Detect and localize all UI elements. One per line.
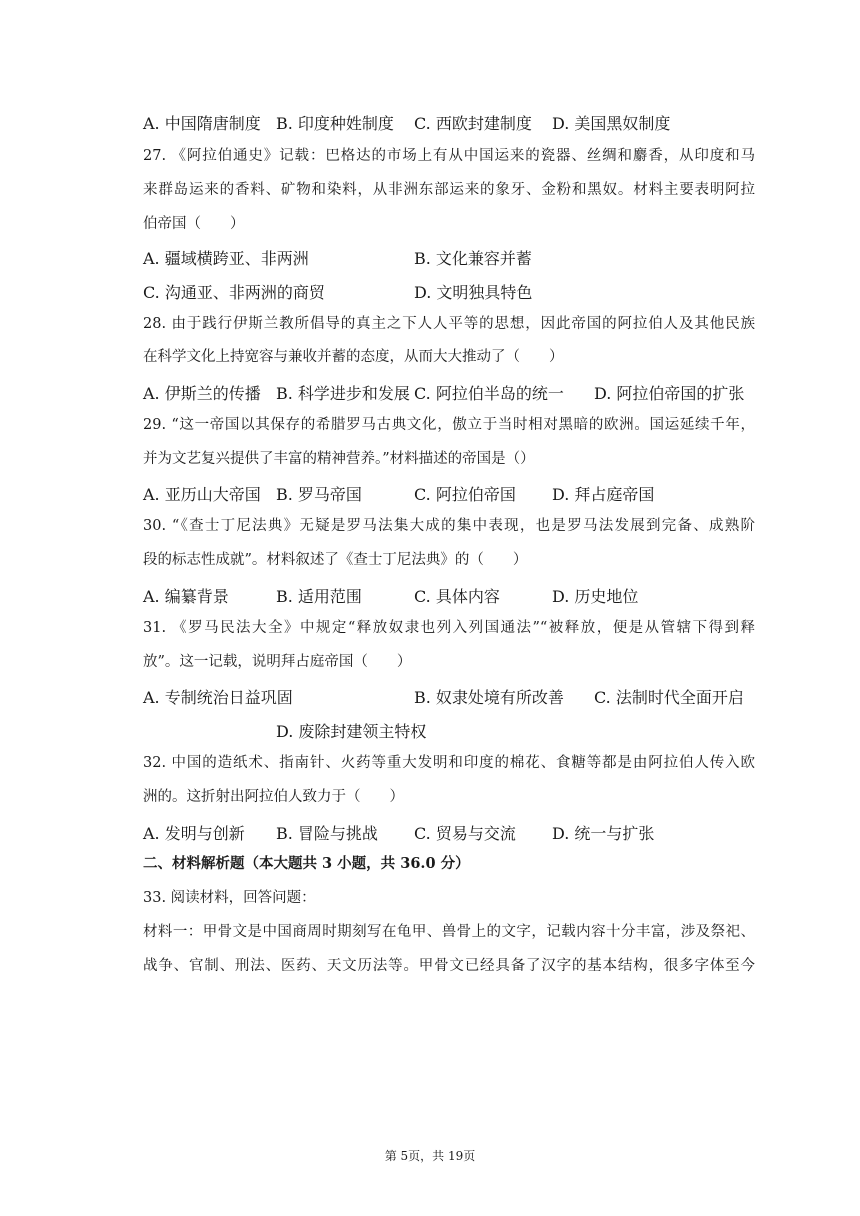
q31-option-d: D. 废除封建领主特权 (276, 722, 427, 741)
q32-option-d: D. 统一与扩张 (552, 824, 655, 843)
q31-option-a: A. 专制统治日益巩固 (143, 688, 293, 707)
q29-option-a: A. 亚历山大帝国 (143, 485, 261, 504)
q27-stem-line-3: 伯帝国（ ） (143, 216, 245, 232)
q30-option-a: A. 编纂背景 (143, 587, 229, 606)
q33-material-line-1: 材料一：甲骨文是中国商周时期刻写在龟甲、兽骨上的文字，记载内容十分丰富，涉及祭祀、 (143, 924, 755, 940)
q27-option-d: D. 文明独具特色 (414, 283, 533, 302)
q28-stem-line-1: 28. 由于践行伊斯兰教所倡导的真主之下人人平等的思想，因此帝国的阿拉伯人及其他民族 (143, 316, 755, 332)
q26-option-a: A. 中国隋唐制度 (143, 114, 261, 133)
q32-option-a: A. 发明与创新 (143, 824, 245, 843)
q32-option-b: B. 冒险与挑战 (276, 824, 378, 843)
q32-stem-line-1: 32. 中国的造纸术、指南针、火药等重大发明和印度的棉花、食糖等都是由阿拉伯人传入欧 (143, 755, 755, 771)
q30-option-d: D. 历史地位 (552, 587, 639, 606)
q26-option-b: B. 印度种姓制度 (276, 114, 394, 133)
q33-material-line-2: 战争、官制、刑法、医药、天文历法等。甲骨文已经具备了汉字的基本结构，很多字体至今 (143, 958, 755, 974)
q28-stem-line-2: 在科学文化上持宽容与兼收并蓄的态度，从而大大推动了（ ） (143, 349, 564, 365)
q27-stem-line-2: 来群岛运来的香料、矿物和染料，从非洲东部运来的象牙、金粉和黑奴。材料主要表明阿拉 (143, 182, 755, 198)
q29-option-c: C. 阿拉伯帝国 (414, 485, 516, 504)
q27-option-b: B. 文化兼容并蓄 (414, 249, 532, 268)
q30-stem-line-2: 段的标志性成就”。材料叙述了《查士丁尼法典》的（ ） (143, 552, 528, 568)
q28-option-c: C. 阿拉伯半岛的统一 (414, 384, 564, 403)
q30-option-b: B. 适用范围 (276, 587, 362, 606)
q29-option-b: B. 罗马帝国 (276, 485, 362, 504)
section-heading: 二、材料解析题（本大题共 3 小题，共 36.0 分） (143, 855, 470, 872)
q29-option-d: D. 拜占庭帝国 (552, 485, 655, 504)
q28-option-a: A. 伊斯兰的传播 (143, 384, 261, 403)
q27-option-c: C. 沟通亚、非两洲的商贸 (143, 283, 325, 302)
q29-stem-line-2: 并为文艺复兴提供了丰富的精神营养。”材料描述的帝国是（） (143, 451, 535, 467)
q29-stem-line-1: 29. “这一帝国以其保存的希腊罗马古典文化，傲立于当时相对黑暗的欧洲。国运延续千年， (143, 417, 755, 433)
page-number-footer: 第 5页，共 19页 (384, 1149, 476, 1163)
q32-option-c: C. 贸易与交流 (414, 824, 516, 843)
q27-option-a: A. 疆域横跨亚、非两洲 (143, 249, 309, 268)
q30-stem-line-1: 30. “《查士丁尼法典》无疑是罗马法集大成的集中表现，也是罗马法发展到完备、成熟阶 (143, 518, 755, 534)
q28-option-b: B. 科学进步和发展 (276, 384, 410, 403)
q28-option-d: D. 阿拉伯帝国的扩张 (594, 384, 745, 403)
q27-stem-line-1: 27. 《阿拉伯通史》记载：巴格达的市场上有从中国运来的瓷器、丝绸和麝香，从印度和马 (143, 148, 755, 164)
q31-option-c: C. 法制时代全面开启 (594, 688, 744, 707)
q31-stem-line-1: 31. 《罗马民法大全》中规定“释放奴隶也列入列国通法”“被释放，便是从管辖下得到释 (143, 620, 755, 636)
q31-option-b: B. 奴隶处境有所改善 (414, 688, 564, 707)
q32-stem-line-2: 洲的。这折射出阿拉伯人致力于（ ） (143, 789, 404, 805)
q26-option-c: C. 西欧封建制度 (414, 114, 532, 133)
q30-option-c: C. 具体内容 (414, 587, 500, 606)
q26-option-d: D. 美国黑奴制度 (552, 114, 671, 133)
q31-stem-line-2: 放”。这一记载，说明拜占庭帝国（ ） (143, 654, 412, 670)
q33-intro: 33. 阅读材料，回答问题： (143, 890, 316, 906)
